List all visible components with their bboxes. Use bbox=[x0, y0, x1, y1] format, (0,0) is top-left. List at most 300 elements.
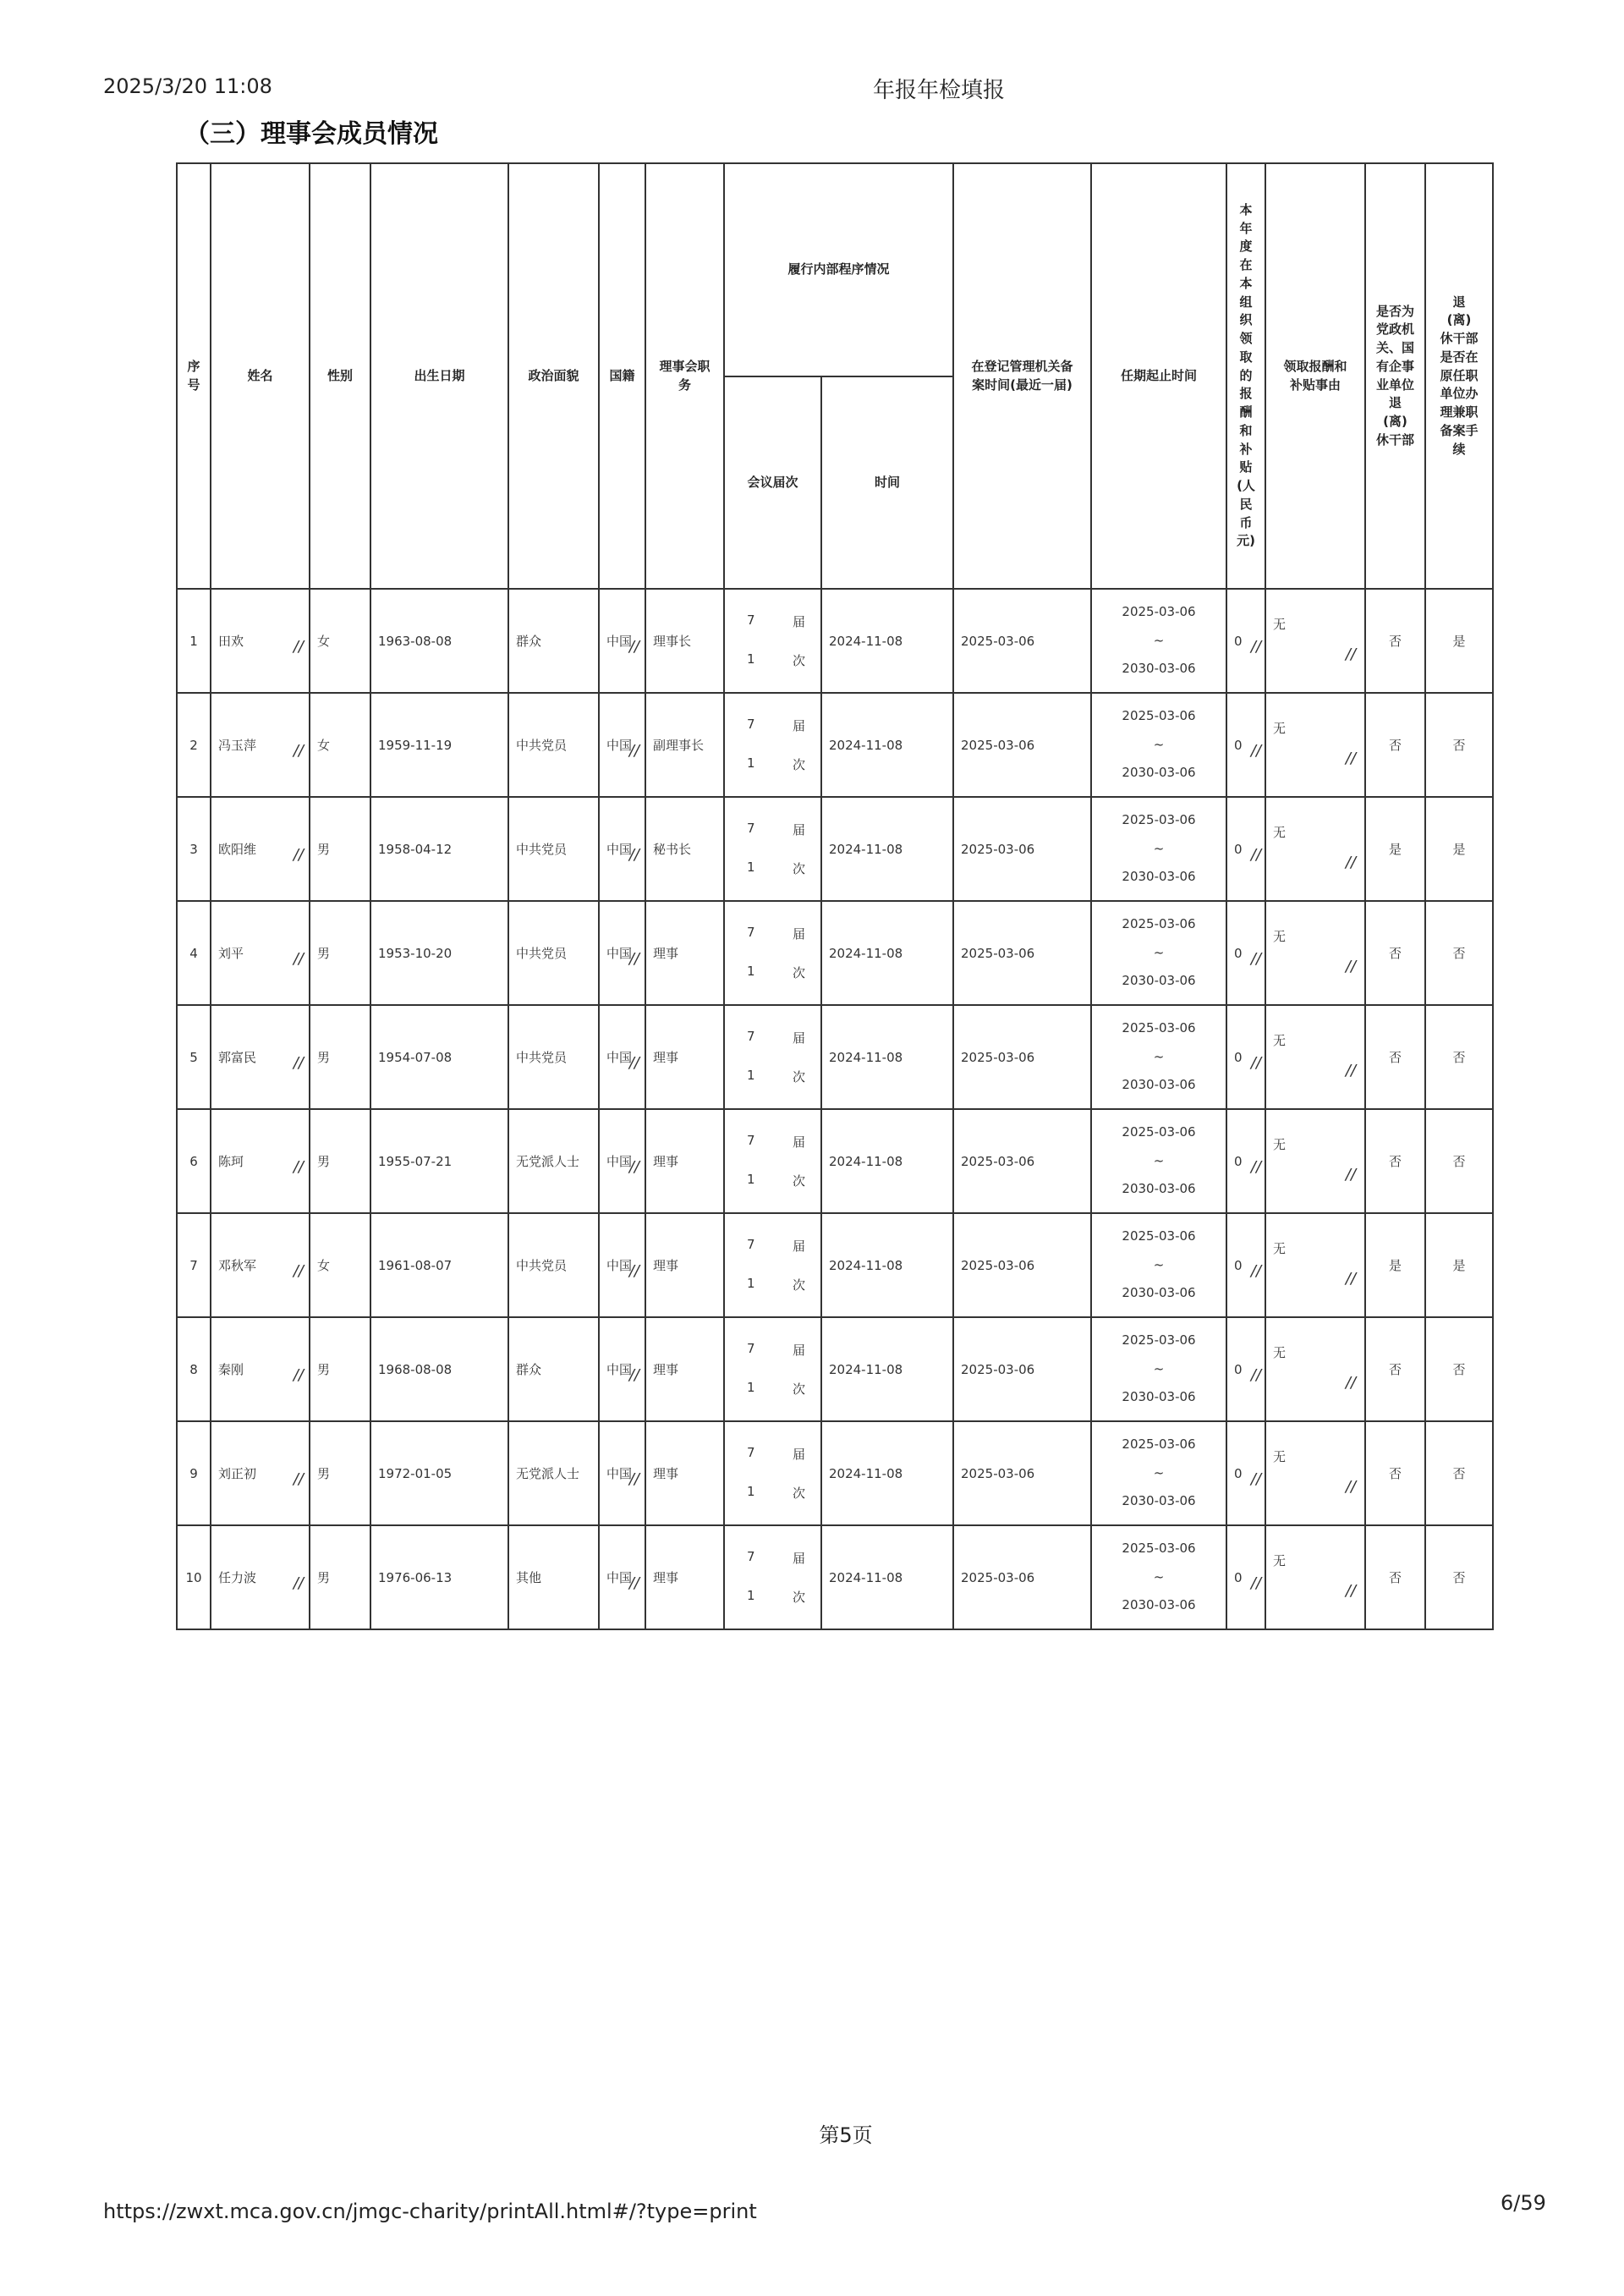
cell-term bbox=[1091, 901, 1226, 1005]
term-separator: ~ bbox=[1153, 1256, 1165, 1272]
cell-filing: 2025-03-06 bbox=[953, 1525, 1091, 1629]
session-unit: 届 bbox=[792, 926, 805, 942]
cell-gender: 女 bbox=[310, 589, 370, 693]
cell-reason bbox=[1265, 1525, 1365, 1629]
cell-meeting-session bbox=[724, 1421, 821, 1525]
reason-text: 无 bbox=[1273, 825, 1287, 840]
cell-payment bbox=[1226, 1525, 1265, 1629]
cell-meeting-time: 2024-11-08 bbox=[821, 901, 953, 1005]
cell-filing: 2025-03-06 bbox=[953, 1213, 1091, 1317]
resize-mark-icon: // bbox=[1345, 1582, 1357, 1600]
cell-reason bbox=[1265, 1109, 1365, 1213]
cell-meeting-session bbox=[724, 1317, 821, 1421]
cell-seq: 10 bbox=[177, 1525, 211, 1629]
board-members-table bbox=[176, 162, 1494, 1630]
table-row bbox=[177, 1525, 1493, 1629]
term-end: 2030-03-06 bbox=[1122, 869, 1196, 885]
table-row bbox=[177, 901, 1493, 1005]
resize-mark-icon: // bbox=[1250, 1574, 1262, 1592]
nationality-text: 中国 bbox=[606, 1050, 633, 1065]
session-number: 7 bbox=[747, 820, 755, 836]
meeting-number: 1 bbox=[747, 964, 755, 980]
resize-mark-icon: // bbox=[293, 1261, 304, 1280]
col-term-header: 任期起止时间 bbox=[1091, 163, 1226, 589]
resize-mark-icon: // bbox=[1345, 1478, 1357, 1496]
cell-retired-cadre: 是 bbox=[1365, 797, 1425, 901]
cell-name bbox=[211, 1421, 310, 1525]
term-separator: ~ bbox=[1153, 1360, 1165, 1376]
cell-retired-cadre: 否 bbox=[1365, 1421, 1425, 1525]
resize-mark-icon: // bbox=[1345, 750, 1357, 767]
resize-mark-icon: // bbox=[1250, 1157, 1262, 1176]
cell-retired-post: 否 bbox=[1425, 1317, 1493, 1421]
table-row bbox=[177, 1317, 1493, 1421]
cell-gender: 男 bbox=[310, 901, 370, 1005]
nationality-text: 中国 bbox=[606, 1154, 633, 1169]
cell-retired-post: 是 bbox=[1425, 797, 1493, 901]
page-count: 6/59 bbox=[1501, 2191, 1546, 2215]
cell-position: 理事 bbox=[645, 1005, 724, 1109]
cell-birth: 1954-07-08 bbox=[370, 1005, 508, 1109]
cell-seq: 1 bbox=[177, 589, 211, 693]
reason-text: 无 bbox=[1273, 1345, 1287, 1360]
term-start: 2025-03-06 bbox=[1122, 1332, 1196, 1348]
term-separator: ~ bbox=[1153, 944, 1165, 960]
meeting-unit: 次 bbox=[792, 757, 805, 773]
cell-name bbox=[211, 1213, 310, 1317]
meeting-unit: 次 bbox=[792, 965, 805, 981]
cell-position: 理事长 bbox=[645, 589, 724, 693]
cell-retired-cadre: 否 bbox=[1365, 589, 1425, 693]
meeting-number: 1 bbox=[747, 860, 755, 876]
resize-mark-icon: // bbox=[628, 1574, 639, 1592]
col-payment-header: 本 年 度 在 本 组 织 领 取 的 报 酬 和 补 贴 (人 民 币 元) bbox=[1226, 163, 1265, 589]
nationality-text: 中国 bbox=[606, 1466, 633, 1481]
cell-filing: 2025-03-06 bbox=[953, 1421, 1091, 1525]
cell-name bbox=[211, 1525, 310, 1629]
session-number: 7 bbox=[747, 1028, 755, 1044]
resize-mark-icon: // bbox=[293, 1574, 304, 1592]
col-seq-header: 序 号 bbox=[177, 163, 211, 589]
cell-filing: 2025-03-06 bbox=[953, 693, 1091, 797]
session-number: 7 bbox=[747, 716, 755, 732]
meeting-number: 1 bbox=[747, 1276, 755, 1292]
session-unit: 届 bbox=[792, 1446, 805, 1462]
session-number: 7 bbox=[747, 1132, 755, 1148]
cell-nationality bbox=[599, 693, 645, 797]
col-position-header: 理事会职 务 bbox=[645, 163, 724, 589]
cell-retired-post: 否 bbox=[1425, 693, 1493, 797]
cell-term bbox=[1091, 693, 1226, 797]
cell-political: 中共党员 bbox=[508, 693, 599, 797]
resize-mark-icon: // bbox=[628, 845, 639, 864]
cell-term bbox=[1091, 1525, 1226, 1629]
cell-gender: 男 bbox=[310, 1005, 370, 1109]
meeting-unit: 次 bbox=[792, 1381, 805, 1398]
reason-text: 无 bbox=[1273, 1241, 1287, 1256]
reason-text: 无 bbox=[1273, 929, 1287, 944]
resize-mark-icon: // bbox=[1345, 645, 1357, 663]
term-start: 2025-03-06 bbox=[1122, 1436, 1196, 1453]
term-end: 2030-03-06 bbox=[1122, 661, 1196, 677]
reason-text: 无 bbox=[1273, 1033, 1287, 1048]
cell-retired-post: 是 bbox=[1425, 589, 1493, 693]
cell-term bbox=[1091, 797, 1226, 901]
table-row bbox=[177, 1005, 1493, 1109]
cell-political: 其他 bbox=[508, 1525, 599, 1629]
resize-mark-icon: // bbox=[628, 637, 639, 656]
cell-nationality bbox=[599, 1109, 645, 1213]
page-url: https://zwxt.mca.gov.cn/jmgc-charity/printAll.html#/?type=print bbox=[103, 2200, 757, 2223]
resize-mark-icon: // bbox=[628, 949, 639, 968]
term-end: 2030-03-06 bbox=[1122, 1181, 1196, 1197]
cell-birth: 1972-01-05 bbox=[370, 1421, 508, 1525]
resize-mark-icon: // bbox=[293, 741, 304, 760]
col-political-header: 政治面貌 bbox=[508, 163, 599, 589]
reason-text: 无 bbox=[1273, 1137, 1287, 1152]
cell-filing: 2025-03-06 bbox=[953, 1109, 1091, 1213]
cell-name bbox=[211, 901, 310, 1005]
cell-meeting-session bbox=[724, 1213, 821, 1317]
meeting-unit: 次 bbox=[792, 861, 805, 877]
name-text: 陈珂 bbox=[218, 1154, 244, 1169]
page-number: 第5页 bbox=[819, 2123, 873, 2147]
col-gender-header: 性别 bbox=[310, 163, 370, 589]
cell-position: 理事 bbox=[645, 1317, 724, 1421]
payment-text: 0 bbox=[1234, 633, 1243, 649]
cell-birth: 1959-11-19 bbox=[370, 693, 508, 797]
resize-mark-icon: // bbox=[1345, 1270, 1357, 1288]
cell-payment bbox=[1226, 1317, 1265, 1421]
cell-payment bbox=[1226, 589, 1265, 693]
cell-seq: 7 bbox=[177, 1213, 211, 1317]
cell-reason bbox=[1265, 589, 1365, 693]
reason-text: 无 bbox=[1273, 1449, 1287, 1464]
name-text: 邓秋军 bbox=[218, 1258, 257, 1273]
cell-reason bbox=[1265, 901, 1365, 1005]
name-text: 秦刚 bbox=[218, 1362, 244, 1377]
col-procedure-group-header: 履行内部程序情况 bbox=[724, 163, 953, 376]
cell-political: 群众 bbox=[508, 589, 599, 693]
meeting-unit: 次 bbox=[792, 1590, 805, 1606]
resize-mark-icon: // bbox=[628, 1053, 639, 1072]
table-row bbox=[177, 1421, 1493, 1525]
col-birth-header: 出生日期 bbox=[370, 163, 508, 589]
cell-position: 理事 bbox=[645, 1525, 724, 1629]
term-end: 2030-03-06 bbox=[1122, 1077, 1196, 1093]
nationality-text: 中国 bbox=[606, 946, 633, 961]
term-end: 2030-03-06 bbox=[1122, 1389, 1196, 1405]
resize-mark-icon: // bbox=[628, 1157, 639, 1176]
cell-meeting-time: 2024-11-08 bbox=[821, 1421, 953, 1525]
cell-name bbox=[211, 1109, 310, 1213]
cell-reason bbox=[1265, 797, 1365, 901]
table-body bbox=[177, 589, 1493, 1629]
cell-seq: 3 bbox=[177, 797, 211, 901]
cell-retired-cadre: 否 bbox=[1365, 693, 1425, 797]
cell-birth: 1968-08-08 bbox=[370, 1317, 508, 1421]
cell-gender: 男 bbox=[310, 1109, 370, 1213]
cell-payment bbox=[1226, 1421, 1265, 1525]
cell-seq: 8 bbox=[177, 1317, 211, 1421]
cell-payment bbox=[1226, 797, 1265, 901]
reason-text: 无 bbox=[1273, 721, 1287, 736]
cell-meeting-session bbox=[724, 901, 821, 1005]
cell-name bbox=[211, 589, 310, 693]
session-unit: 届 bbox=[792, 1342, 805, 1358]
cell-position: 理事 bbox=[645, 901, 724, 1005]
cell-meeting-time: 2024-11-08 bbox=[821, 1109, 953, 1213]
resize-mark-icon: // bbox=[1250, 637, 1262, 656]
col-meeting-session-header: 会议届次 bbox=[724, 376, 821, 589]
payment-text: 0 bbox=[1234, 1049, 1243, 1065]
resize-mark-icon: // bbox=[1345, 1062, 1357, 1079]
resize-mark-icon: // bbox=[1250, 1053, 1262, 1072]
resize-mark-icon: // bbox=[1250, 949, 1262, 968]
cell-birth: 1976-06-13 bbox=[370, 1525, 508, 1629]
meeting-unit: 次 bbox=[792, 1069, 805, 1085]
resize-mark-icon: // bbox=[293, 949, 304, 968]
cell-nationality bbox=[599, 797, 645, 901]
cell-retired-cadre: 否 bbox=[1365, 1005, 1425, 1109]
cell-meeting-time: 2024-11-08 bbox=[821, 693, 953, 797]
term-end: 2030-03-06 bbox=[1122, 973, 1196, 989]
cell-term bbox=[1091, 1421, 1226, 1525]
cell-nationality bbox=[599, 1317, 645, 1421]
cell-position: 秘书长 bbox=[645, 797, 724, 901]
meeting-number: 1 bbox=[747, 1588, 755, 1604]
cell-payment bbox=[1226, 693, 1265, 797]
payment-text: 0 bbox=[1234, 1361, 1243, 1377]
cell-name bbox=[211, 797, 310, 901]
cell-reason bbox=[1265, 1421, 1365, 1525]
cell-seq: 6 bbox=[177, 1109, 211, 1213]
cell-meeting-time: 2024-11-08 bbox=[821, 589, 953, 693]
cell-reason bbox=[1265, 1005, 1365, 1109]
resize-mark-icon: // bbox=[1250, 845, 1262, 864]
cell-position: 理事 bbox=[645, 1421, 724, 1525]
meeting-number: 1 bbox=[747, 651, 755, 667]
table-row bbox=[177, 1213, 1493, 1317]
cell-retired-post: 否 bbox=[1425, 1421, 1493, 1525]
cell-reason bbox=[1265, 1317, 1365, 1421]
cell-gender: 男 bbox=[310, 1421, 370, 1525]
cell-filing: 2025-03-06 bbox=[953, 901, 1091, 1005]
print-datetime: 2025/3/20 11:08 bbox=[103, 74, 272, 98]
cell-position: 理事 bbox=[645, 1109, 724, 1213]
nationality-text: 中国 bbox=[606, 1258, 633, 1273]
cell-political: 中共党员 bbox=[508, 901, 599, 1005]
cell-retired-post: 是 bbox=[1425, 1213, 1493, 1317]
session-number: 7 bbox=[747, 1548, 755, 1564]
term-separator: ~ bbox=[1153, 632, 1165, 648]
meeting-unit: 次 bbox=[792, 653, 805, 669]
cell-seq: 2 bbox=[177, 693, 211, 797]
cell-political: 无党派人士 bbox=[508, 1421, 599, 1525]
table-row bbox=[177, 1109, 1493, 1213]
resize-mark-icon: // bbox=[1250, 741, 1262, 760]
cell-reason bbox=[1265, 1213, 1365, 1317]
name-text: 欧阳维 bbox=[218, 842, 257, 857]
cell-reason bbox=[1265, 693, 1365, 797]
resize-mark-icon: // bbox=[293, 1157, 304, 1176]
session-number: 7 bbox=[747, 1340, 755, 1356]
cell-filing: 2025-03-06 bbox=[953, 1005, 1091, 1109]
cell-nationality bbox=[599, 901, 645, 1005]
cell-meeting-session bbox=[724, 1005, 821, 1109]
term-separator: ~ bbox=[1153, 1568, 1165, 1585]
term-end: 2030-03-06 bbox=[1122, 1493, 1196, 1509]
col-reason-header: 领取报酬和 补贴事由 bbox=[1265, 163, 1365, 589]
cell-term bbox=[1091, 1109, 1226, 1213]
cell-retired-cadre: 否 bbox=[1365, 1109, 1425, 1213]
cell-payment bbox=[1226, 1005, 1265, 1109]
cell-retired-cadre: 否 bbox=[1365, 1525, 1425, 1629]
term-start: 2025-03-06 bbox=[1122, 1541, 1196, 1557]
cell-meeting-session bbox=[724, 1109, 821, 1213]
col-filing-header: 在登记管理机关备 案时间(最近一届) bbox=[953, 163, 1091, 589]
cell-meeting-session bbox=[724, 797, 821, 901]
session-unit: 届 bbox=[792, 1238, 805, 1254]
nationality-text: 中国 bbox=[606, 842, 633, 857]
cell-name bbox=[211, 693, 310, 797]
cell-term bbox=[1091, 589, 1226, 693]
cell-political: 中共党员 bbox=[508, 1005, 599, 1109]
resize-mark-icon: // bbox=[1250, 1261, 1262, 1280]
table-row bbox=[177, 797, 1493, 901]
cell-filing: 2025-03-06 bbox=[953, 797, 1091, 901]
cell-meeting-time: 2024-11-08 bbox=[821, 1005, 953, 1109]
cell-payment bbox=[1226, 1213, 1265, 1317]
resize-mark-icon: // bbox=[1250, 1469, 1262, 1488]
resize-mark-icon: // bbox=[293, 1053, 304, 1072]
resize-mark-icon: // bbox=[628, 1469, 639, 1488]
resize-mark-icon: // bbox=[1250, 1365, 1262, 1384]
col-nationality-header: 国籍 bbox=[599, 163, 645, 589]
cell-payment bbox=[1226, 1109, 1265, 1213]
col-retired-cadre-header: 是否为 党政机 关、国 有企事 业单位 退 (离) 休干部 bbox=[1365, 163, 1425, 589]
term-start: 2025-03-06 bbox=[1122, 916, 1196, 932]
meeting-unit: 次 bbox=[792, 1173, 805, 1189]
col-retired-post-header: 退 (离) 休干部 是否在 原任职 单位办 理兼职 备案手 续 bbox=[1425, 163, 1493, 589]
cell-birth: 1963-08-08 bbox=[370, 589, 508, 693]
term-end: 2030-03-06 bbox=[1122, 1597, 1196, 1613]
cell-gender: 男 bbox=[310, 1525, 370, 1629]
cell-nationality bbox=[599, 1421, 645, 1525]
resize-mark-icon: // bbox=[1345, 958, 1357, 975]
name-text: 任力波 bbox=[218, 1570, 257, 1585]
session-unit: 届 bbox=[792, 717, 805, 733]
payment-text: 0 bbox=[1234, 841, 1243, 857]
session-unit: 届 bbox=[792, 821, 805, 838]
payment-text: 0 bbox=[1234, 1569, 1243, 1585]
name-text: 冯玉萍 bbox=[218, 738, 257, 753]
cell-meeting-session bbox=[724, 589, 821, 693]
payment-text: 0 bbox=[1234, 737, 1243, 753]
cell-meeting-time: 2024-11-08 bbox=[821, 1525, 953, 1629]
term-start: 2025-03-06 bbox=[1122, 1228, 1196, 1244]
term-start: 2025-03-06 bbox=[1122, 1020, 1196, 1036]
cell-seq: 5 bbox=[177, 1005, 211, 1109]
cell-meeting-time: 2024-11-08 bbox=[821, 797, 953, 901]
resize-mark-icon: // bbox=[293, 637, 304, 656]
cell-meeting-session bbox=[724, 1525, 821, 1629]
cell-position: 理事 bbox=[645, 1213, 724, 1317]
name-text: 刘正初 bbox=[218, 1466, 257, 1481]
session-number: 7 bbox=[747, 924, 755, 940]
meeting-number: 1 bbox=[747, 1484, 755, 1500]
name-text: 田欢 bbox=[218, 634, 244, 649]
cell-nationality bbox=[599, 1525, 645, 1629]
resize-mark-icon: // bbox=[293, 1469, 304, 1488]
cell-name bbox=[211, 1317, 310, 1421]
nationality-text: 中国 bbox=[606, 738, 633, 753]
cell-term bbox=[1091, 1005, 1226, 1109]
resize-mark-icon: // bbox=[293, 1365, 304, 1384]
cell-filing: 2025-03-06 bbox=[953, 1317, 1091, 1421]
cell-gender: 男 bbox=[310, 797, 370, 901]
resize-mark-icon: // bbox=[628, 1365, 639, 1384]
meeting-unit: 次 bbox=[792, 1277, 805, 1294]
session-number: 7 bbox=[747, 1236, 755, 1252]
table-row bbox=[177, 693, 1493, 797]
session-unit: 届 bbox=[792, 1134, 805, 1150]
cell-political: 中共党员 bbox=[508, 797, 599, 901]
cell-seq: 4 bbox=[177, 901, 211, 1005]
col-meeting-time-header: 时间 bbox=[821, 376, 953, 589]
name-text: 刘平 bbox=[218, 946, 244, 961]
resize-mark-icon: // bbox=[1345, 854, 1357, 871]
cell-retired-post: 否 bbox=[1425, 1109, 1493, 1213]
cell-filing: 2025-03-06 bbox=[953, 589, 1091, 693]
cell-seq: 9 bbox=[177, 1421, 211, 1525]
cell-term bbox=[1091, 1213, 1226, 1317]
cell-gender: 男 bbox=[310, 1317, 370, 1421]
term-start: 2025-03-06 bbox=[1122, 708, 1196, 724]
reason-text: 无 bbox=[1273, 1553, 1287, 1568]
resize-mark-icon: // bbox=[628, 741, 639, 760]
cell-nationality bbox=[599, 1213, 645, 1317]
meeting-number: 1 bbox=[747, 1172, 755, 1188]
cell-payment bbox=[1226, 901, 1265, 1005]
term-start: 2025-03-06 bbox=[1122, 812, 1196, 828]
section-title: （三）理事会成员情况 bbox=[184, 119, 438, 149]
session-unit: 届 bbox=[792, 613, 805, 629]
reason-text: 无 bbox=[1273, 617, 1287, 632]
cell-name bbox=[211, 1005, 310, 1109]
session-number: 7 bbox=[747, 1444, 755, 1460]
term-separator: ~ bbox=[1153, 1152, 1165, 1168]
cell-retired-cadre: 是 bbox=[1365, 1213, 1425, 1317]
nationality-text: 中国 bbox=[606, 1362, 633, 1377]
cell-retired-post: 否 bbox=[1425, 1005, 1493, 1109]
payment-text: 0 bbox=[1234, 1153, 1243, 1169]
cell-retired-cadre: 否 bbox=[1365, 1317, 1425, 1421]
name-text: 郭富民 bbox=[218, 1050, 257, 1065]
resize-mark-icon: // bbox=[1345, 1166, 1357, 1184]
cell-birth: 1955-07-21 bbox=[370, 1109, 508, 1213]
meeting-number: 1 bbox=[747, 755, 755, 772]
cell-meeting-session bbox=[724, 693, 821, 797]
cell-gender: 女 bbox=[310, 693, 370, 797]
payment-text: 0 bbox=[1234, 945, 1243, 961]
cell-nationality bbox=[599, 589, 645, 693]
cell-nationality bbox=[599, 1005, 645, 1109]
page-header-title: 年报年检填报 bbox=[872, 78, 1005, 103]
cell-retired-post: 否 bbox=[1425, 901, 1493, 1005]
cell-birth: 1958-04-12 bbox=[370, 797, 508, 901]
cell-political: 群众 bbox=[508, 1317, 599, 1421]
